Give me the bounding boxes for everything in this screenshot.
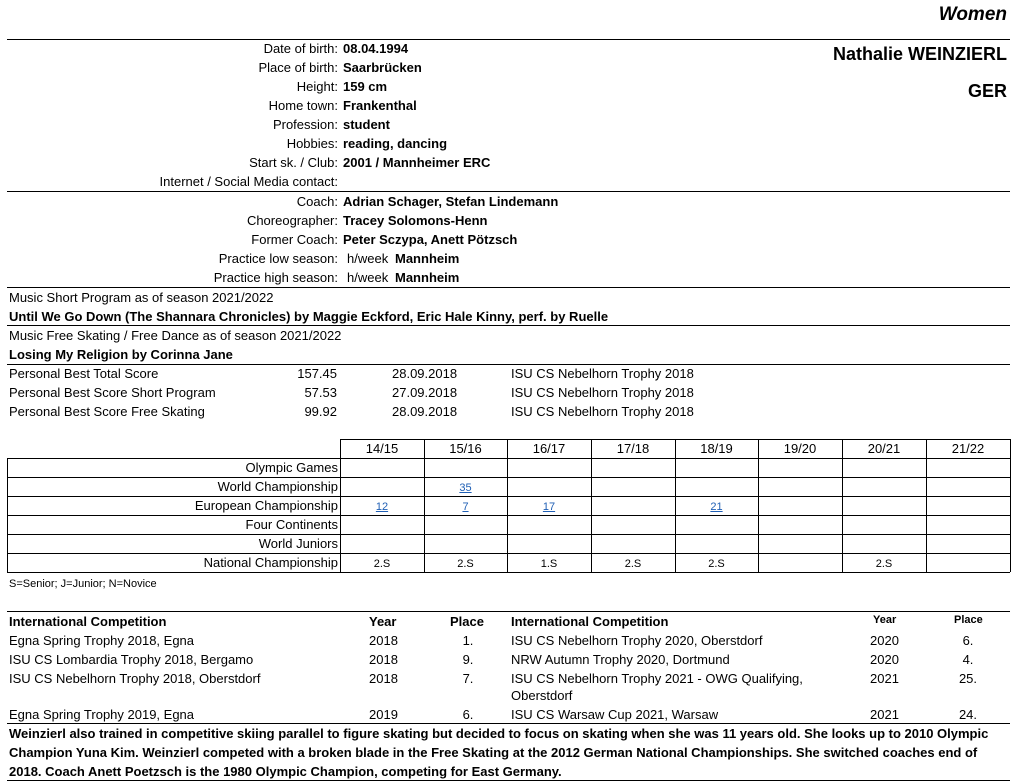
grid-row-label: World Championship	[217, 479, 338, 494]
grid-border	[7, 572, 1010, 573]
pb-event: ISU CS Nebelhorn Trophy 2018	[511, 404, 694, 419]
comp-year: 2018	[369, 652, 398, 667]
comp-year: 2019	[369, 707, 398, 722]
profile-label: Date of birth:	[263, 41, 338, 56]
profile-value: student	[343, 117, 390, 132]
result-cell: 2.S	[373, 558, 391, 570]
comp-header: International Competition	[9, 614, 167, 629]
grid-border	[7, 534, 1010, 535]
grid-border	[926, 439, 927, 572]
practice-location: Mannheim	[395, 270, 460, 285]
grid-border	[591, 439, 592, 572]
comp-place: 9.	[462, 652, 474, 667]
pb-date: 28.09.2018	[392, 404, 458, 419]
profile-label: Height:	[296, 79, 338, 94]
grid-border	[7, 515, 1010, 516]
grid-border	[7, 553, 1010, 554]
coaching-label: Coach:	[296, 194, 338, 209]
comp-year: 2018	[369, 633, 398, 648]
grid-row-label: European Championship	[194, 498, 338, 513]
profile-value: 2001 / Mannheimer ERC	[343, 155, 491, 170]
grid-row-label: Olympic Games	[245, 460, 338, 475]
practice-location: Mannheim	[395, 251, 460, 266]
comp-header: International Competition	[511, 614, 669, 629]
comp-place: 6.	[462, 707, 474, 722]
comp-year: 2020	[870, 633, 899, 648]
result-cell: 2.S	[708, 558, 725, 570]
place-header: Place	[450, 614, 484, 629]
athlete-country: GER	[967, 81, 1007, 101]
profile-label: Place of birth:	[258, 60, 338, 75]
season-header: 16/17	[532, 441, 566, 456]
season-header: 19/20	[783, 441, 817, 456]
pb-date: 27.09.2018	[392, 385, 458, 400]
comp-year: 2018	[369, 671, 398, 686]
grid-border	[7, 458, 1010, 459]
grid-border	[7, 477, 1010, 478]
music-free-title: Losing My Religion by Corinna Jane	[9, 347, 233, 362]
profile-value: reading, dancing	[343, 136, 448, 151]
pb-score: 157.45	[297, 366, 337, 381]
result-link[interactable]: 21	[710, 501, 723, 513]
comp-year: 2021	[870, 707, 899, 722]
profile-label: Internet / Social Media contact:	[159, 174, 338, 189]
season-header: 14/15	[365, 441, 399, 456]
result-cell: 1.S	[540, 558, 558, 570]
profile-value: Saarbrücken	[343, 60, 422, 75]
coaching-value: Adrian Schager, Stefan Lindemann	[343, 194, 559, 209]
comp-name: ISU CS Nebelhorn Trophy 2020, Oberstdorf	[511, 633, 763, 648]
comp-name: ISU CS Lombardia Trophy 2018, Bergamo	[9, 652, 254, 667]
category-label: Women	[938, 4, 1007, 25]
pb-label: Personal Best Score Short Program	[9, 385, 216, 400]
coaching-label: Practice low season:	[218, 251, 338, 266]
profile-value: Frankenthal	[343, 98, 417, 113]
comp-place: 1.	[462, 633, 474, 648]
athlete-name: Nathalie WEINZIERL	[832, 44, 1007, 64]
year-header: Year	[873, 614, 897, 626]
comp-name: NRW Autumn Trophy 2020, Dortmund	[511, 652, 730, 667]
grid-row-label: National Championship	[203, 555, 338, 570]
season-header: 21/22	[951, 441, 985, 456]
result-link[interactable]: 35	[459, 482, 472, 494]
divider	[7, 325, 1010, 326]
pb-event: ISU CS Nebelhorn Trophy 2018	[511, 385, 694, 400]
coaching-label: Former Coach:	[251, 232, 338, 247]
practice-hours: h/week	[347, 270, 389, 285]
year-header: Year	[369, 614, 397, 629]
grid-border	[758, 439, 759, 572]
profile-label: Start sk. / Club:	[249, 155, 338, 170]
comp-year: 2021	[870, 671, 899, 686]
divider	[7, 364, 1010, 365]
comp-place: 7.	[462, 671, 474, 686]
season-header: 17/18	[616, 441, 650, 456]
comp-place: 4.	[962, 652, 974, 667]
divider	[7, 287, 1010, 288]
coaching-value: Tracey Solomons-Henn	[343, 213, 488, 228]
profile-value: 08.04.1994	[343, 41, 409, 56]
grid-border	[1010, 439, 1011, 572]
comp-name: Egna Spring Trophy 2018, Egna	[9, 633, 195, 648]
coaching-label: Practice high season:	[213, 270, 338, 285]
result-link[interactable]: 12	[375, 501, 389, 513]
result-link[interactable]: 7	[462, 501, 469, 513]
practice-hours: h/week	[347, 251, 389, 266]
music-free-label: Music Free Skating / Free Dance as of season 2021/2022	[9, 328, 342, 343]
divider	[7, 611, 1010, 612]
profile-label: Hobbies:	[286, 136, 338, 151]
coaching-label: Choreographer:	[246, 213, 338, 228]
comp-name: Egna Spring Trophy 2019, Egna	[9, 707, 195, 722]
pb-score: 99.92	[304, 404, 337, 419]
profile-value: 159 cm	[343, 79, 388, 94]
profile-label: Profession:	[272, 117, 338, 132]
pb-label: Personal Best Total Score	[9, 366, 159, 381]
grid-row-label: World Juniors	[258, 536, 338, 551]
profile-label: Home town:	[268, 98, 338, 113]
pb-date: 28.09.2018	[392, 366, 458, 381]
divider	[7, 780, 1010, 781]
music-short-label: Music Short Program as of season 2021/2022	[9, 290, 274, 305]
comp-place: 6.	[962, 633, 974, 648]
divider	[7, 39, 1010, 40]
biography-text: Weinzierl also trained in competitive skiing parallel to figure skating but decided to focus on skating when she was 11 years old. She looks up to 2010 Olympic Champion Yuna Kim. Weinzierl competed with a broken blade in the Free Skating at the 2012 German National Championships. She switched coaches end of 2018. Coach Anett Poetzsch is the 1980 Olympic Champion, competing for East Germany.	[9, 726, 989, 779]
comp-name: ISU CS Nebelhorn Trophy 2018, Oberstdorf	[9, 671, 261, 686]
season-header: 20/21	[867, 441, 901, 456]
result-cell: 2.S	[457, 558, 474, 570]
coaching-value: Peter Sczypa, Anett Pötzsch	[343, 232, 518, 247]
grid-border	[7, 458, 8, 572]
comp-year: 2020	[870, 652, 899, 667]
comp-place: 25.	[958, 671, 978, 686]
divider	[7, 191, 1010, 192]
grid-border	[842, 439, 843, 572]
season-header: 15/16	[449, 441, 482, 456]
pb-label: Personal Best Score Free Skating	[9, 404, 205, 419]
place-header: Place	[954, 614, 983, 626]
pb-score: 57.53	[304, 385, 337, 400]
result-link[interactable]: 17	[542, 501, 556, 513]
result-cell: 2.S	[875, 558, 893, 570]
music-short-title: Until We Go Down (The Shannara Chronicles) by Maggie Eckford, Eric Hale Kinny, perf. by Ruelle	[9, 309, 609, 324]
result-cell: 2.S	[624, 558, 642, 570]
comp-name-cont: Oberstdorf	[511, 688, 573, 703]
comp-name: ISU CS Nebelhorn Trophy 2021 - OWG Qualifying,	[511, 671, 803, 686]
comp-name: ISU CS Warsaw Cup 2021, Warsaw	[511, 707, 719, 722]
grid-border	[7, 496, 1010, 497]
season-header: 18/19	[700, 441, 733, 456]
grid-row-label: Four Continents	[245, 517, 338, 532]
grid-legend: S=Senior; J=Junior; N=Novice	[9, 578, 157, 590]
pb-event: ISU CS Nebelhorn Trophy 2018	[511, 366, 694, 381]
comp-place: 24.	[958, 707, 978, 722]
